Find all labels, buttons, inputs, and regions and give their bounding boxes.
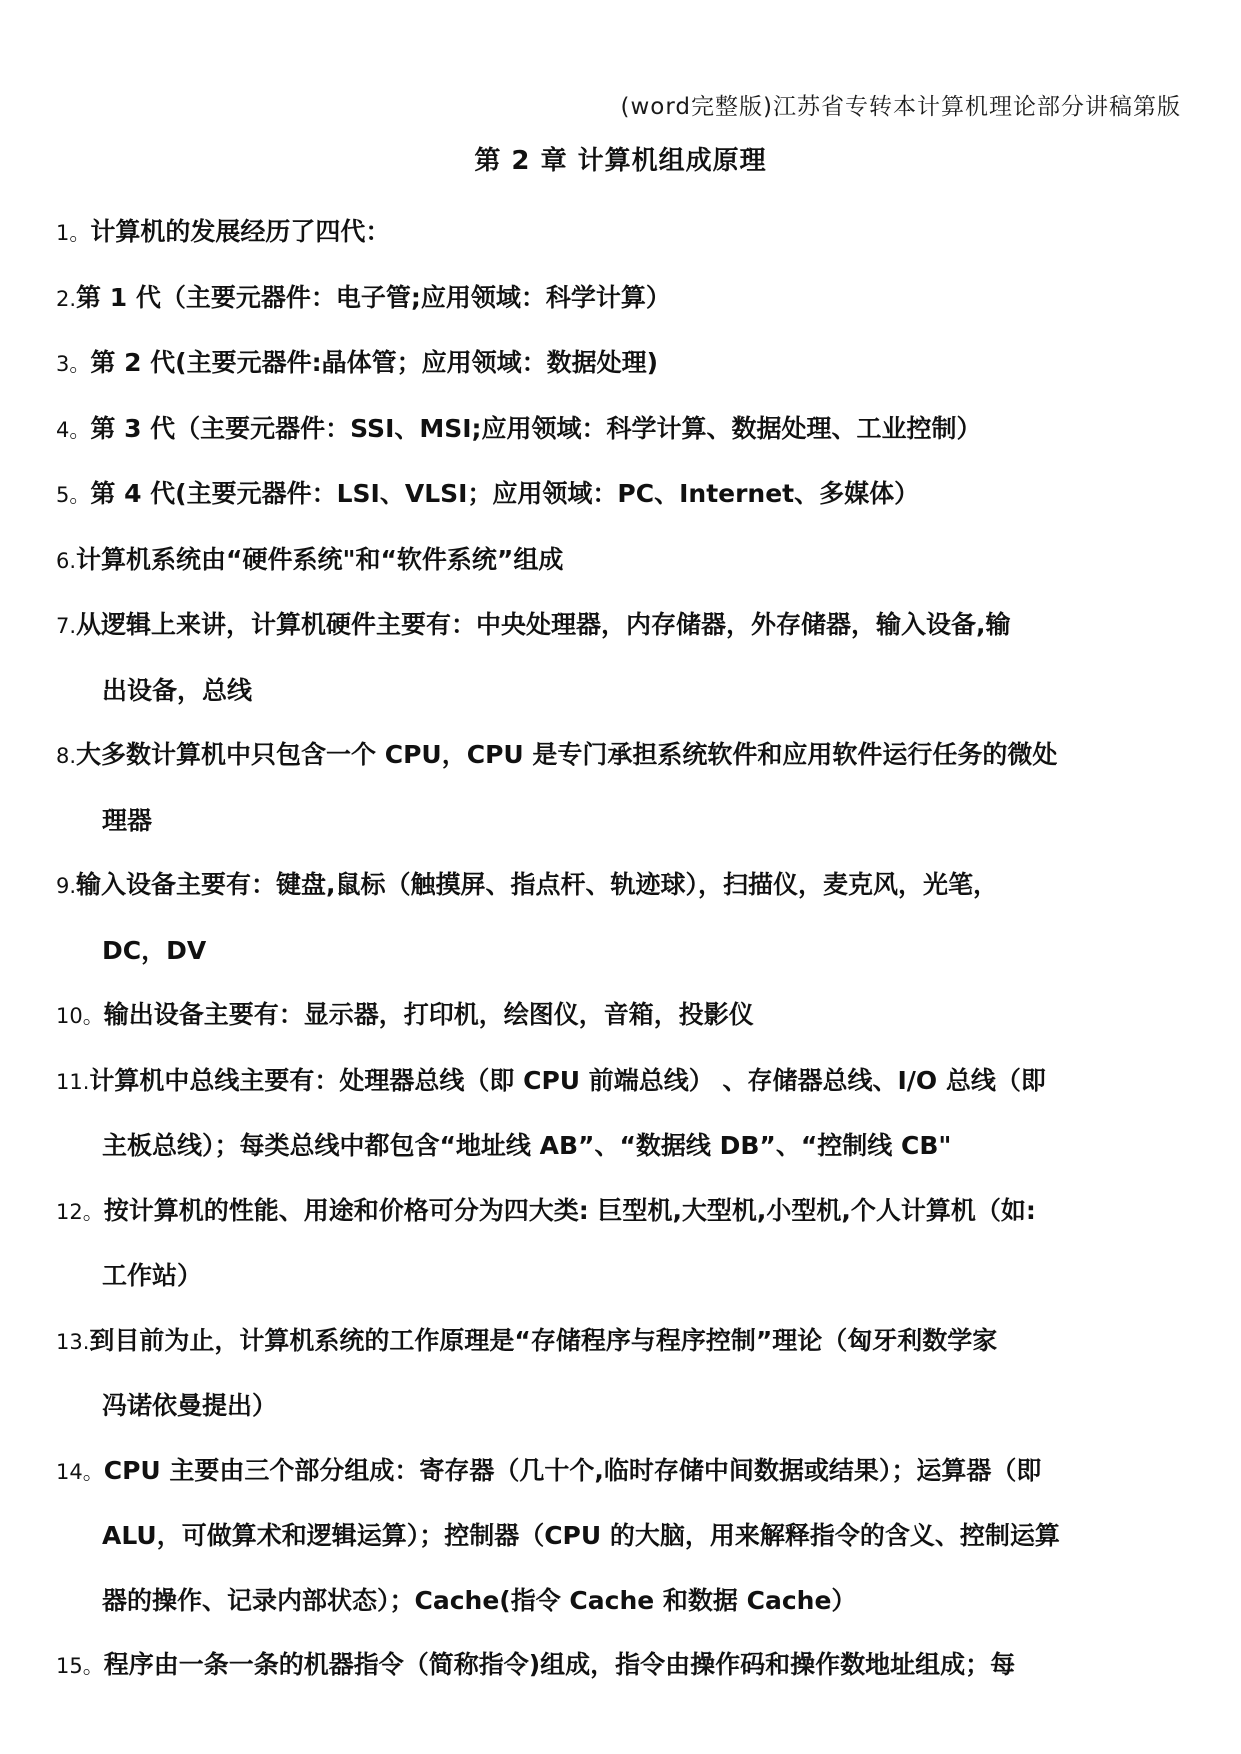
item-text: 输出设备主要有：显示器，打印机，绘图仪，音箱，投影仪 <box>103 1000 754 1029</box>
list-item <box>56 593 1181 659</box>
list-item <box>56 1179 1181 1245</box>
item-number: 12。 <box>56 1199 104 1224</box>
item-number: 10。 <box>56 1004 104 1028</box>
item-number: 3。 <box>56 352 91 376</box>
list-item <box>56 723 1181 789</box>
list-item <box>56 1049 1181 1115</box>
item-text: CPU 主要由三个部分组成：寄存器（几十个,临时存储中间数据或结果）；运算器（即 <box>103 1455 1042 1485</box>
item-text: 第 3 代（主要元器件：SSI、MSI;应用领域：科学计算、数据处理、工业控制） <box>90 413 982 443</box>
document-header: (word完整版)江苏省专转本计算机理论部分讲稿第版 <box>620 94 1181 120</box>
item-number: 14。 <box>56 1459 104 1484</box>
list-item <box>56 1309 1181 1375</box>
list-item <box>56 462 1181 528</box>
list-item-continuation: ALU，可做算术和逻辑运算）；控制器（CPU 的大脑，用来解释指令的含义、控制运算 <box>102 1521 1060 1550</box>
list-item-continuation: 出设备，总线 <box>102 675 253 705</box>
list-item-continuation: 器的操作、记录内部状态）；Cache(指令 Cache 和数据 Cache） <box>102 1585 857 1615</box>
item-number: 1。 <box>56 221 91 245</box>
list-item-continuation: 工作站） <box>102 1261 203 1290</box>
item-text: 程序由一条一条的机器指令（简称指令)组成，指令由操作码和操作数地址组成；每 <box>103 1650 1016 1679</box>
list-item <box>56 983 1181 1049</box>
item-text: 第 2 代(主要元器件:晶体管；应用领域：数据处理) <box>90 348 659 377</box>
list-item <box>56 1439 1181 1505</box>
item-text: 从逻辑上来讲，计算机硬件主要有：中央处理器，内存储器，外存储器，输入设备,输 <box>76 610 1011 639</box>
item-text: 按计算机的性能、用途和价格可分为四大类: 巨型机,大型机,小型机,个人计算机（如: <box>103 1195 1036 1225</box>
item-number: 13. <box>56 1329 90 1354</box>
list-item <box>56 397 1181 463</box>
list-item-continuation: 主板总线）；每类总线中都包含“地址线 AB”、“数据线 DB”、“控制线 CB" <box>102 1131 952 1160</box>
list-item <box>56 528 1181 594</box>
item-number: 15。 <box>56 1654 104 1678</box>
item-text: 第 4 代(主要元器件：LSI、VLSI；应用领域：PC、Internet、多媒体） <box>90 479 920 508</box>
item-number: 7. <box>56 614 77 638</box>
item-text: 输入设备主要有：键盘,鼠标（触摸屏、指点杆、轨迹球），扫描仪，麦克风，光笔， <box>76 870 999 899</box>
item-text: 到目前为止，计算机系统的工作原理是“存储程序与程序控制”理论（匈牙利数学家 <box>89 1325 998 1355</box>
item-text: 计算机的发展经历了四代： <box>90 217 391 246</box>
list-item-continuation: 理器 <box>102 805 153 835</box>
item-number: 4。 <box>56 417 91 442</box>
item-text: 第 1 代（主要元器件：电子管;应用领域：科学计算） <box>76 282 671 312</box>
item-number: 11. <box>56 1069 90 1094</box>
list-item-continuation: DC，DV <box>102 935 207 965</box>
item-number: 8. <box>56 744 77 768</box>
document-body <box>56 200 1181 1699</box>
item-text: 计算机系统由“硬件系统"和“软件系统”组成 <box>76 544 564 574</box>
list-item <box>56 266 1181 332</box>
item-number: 6. <box>56 548 77 573</box>
list-item <box>56 1633 1181 1699</box>
chapter-title: 第 2 章 计算机组成原理 <box>474 146 767 176</box>
list-item <box>56 331 1181 397</box>
list-item <box>56 853 1181 919</box>
list-item-continuation: 冯诺依曼提出） <box>102 1391 278 1420</box>
item-number: 2. <box>56 286 77 311</box>
list-item <box>56 200 1181 266</box>
item-text: 大多数计算机中只包含一个 CPU，CPU 是专门承担系统软件和应用软件运行任务的微处 <box>76 740 1058 769</box>
item-number: 5。 <box>56 483 91 507</box>
item-text: 计算机中总线主要有：处理器总线（即 CPU 前端总线） 、存储器总线、I/O 总线（即 <box>89 1065 1046 1095</box>
item-number: 9. <box>56 874 77 898</box>
